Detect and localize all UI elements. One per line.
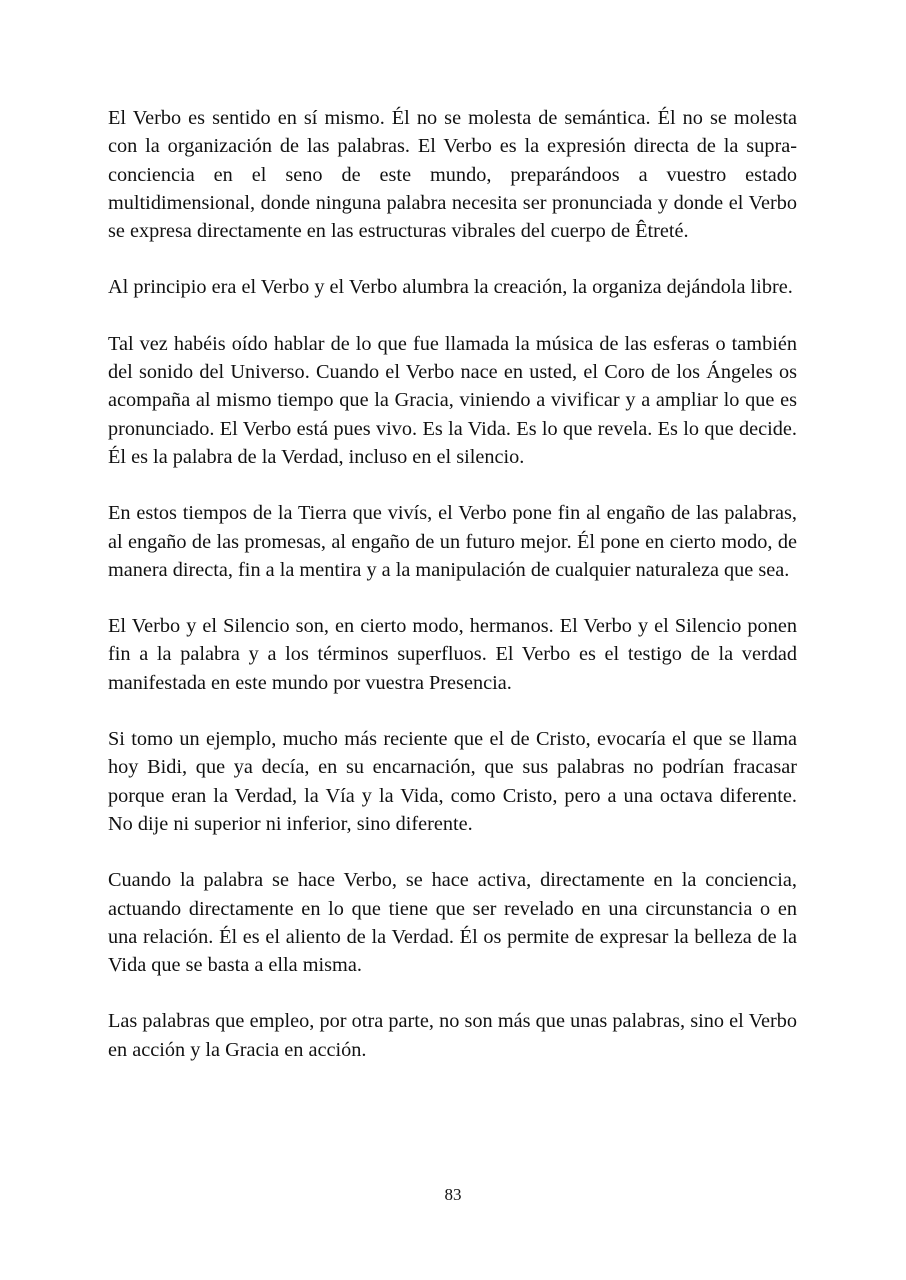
paragraph-7: Cuando la palabra se hace Verbo, se hace activa, directamente en la conciencia, actuando directamente en lo que tiene que ser revelado en una circunstancia o en una relación. Él es el aliento de la Verdad. Él os permite de expresar la belleza de la Vida que se basta a ella misma. xyxy=(108,869,797,977)
paragraph-6: Si tomo un ejemplo, mucho más reciente que el de Cristo, evocaría el que se llama hoy Bidi, que ya decía, en su encarnación, que sus palabras no podrían fracasar porque eran la Verdad, la Vía y la Vida, como Cristo, pero a una octava diferente. No dije ni superior ni inferior, sino diferente. xyxy=(108,728,797,835)
paragraph-5: El Verbo y el Silencio son, en cierto modo, hermanos. El Verbo y el Silencio ponen fin a la palabra y a los términos superfluos. El Verbo es el testigo de la verdad manifestada en este mundo por vuestra Presencia. xyxy=(108,615,797,694)
paragraph-3: Tal vez habéis oído hablar de lo que fue llamada la música de las esferas o también del sonido del Universo. Cuando el Verbo nace en usted, el Coro de los Ángeles os acompaña al mismo tiempo que la Gracia, viniendo a vivificar y a ampliar lo que es pronunciado. El Verbo está pues vivo. Es la Vida. Es lo que revela. Es lo que decide. Él es la palabra de la Verdad, incluso en el silencio. xyxy=(108,332,797,468)
paragraph-8: Las palabras que empleo, por otra parte, no son más que unas palabras, sino el Verbo en acción y la Gracia en acción. xyxy=(108,1010,797,1061)
page-body xyxy=(108,104,797,1092)
paragraph-2: Al principio era el Verbo y el Verbo alumbra la creación, la organiza dejándola libre. xyxy=(108,276,793,299)
page-number: 83 xyxy=(444,1185,462,1204)
paragraph-1: El Verbo es sentido en sí mismo. Él no se molesta de semántica. Él no se molesta con la organización de las palabras. El Verbo es la expresión directa de la supra-conciencia en el seno de este mundo, preparándoos a vuestro estado multidimensional, donde ninguna palabra necesita ser pronunciada y donde el Verbo se expresa directamente en las estructuras vibrales del cuerpo de Êtreté. xyxy=(108,107,797,243)
paragraph-4: En estos tiempos de la Tierra que vivís, el Verbo pone fin al engaño de las palabras, al engaño de las promesas, al engaño de un futuro mejor. Él pone en cierto modo, de manera directa, fin a la mentira y a la manipulación de cualquier naturaleza que sea. xyxy=(108,502,797,581)
